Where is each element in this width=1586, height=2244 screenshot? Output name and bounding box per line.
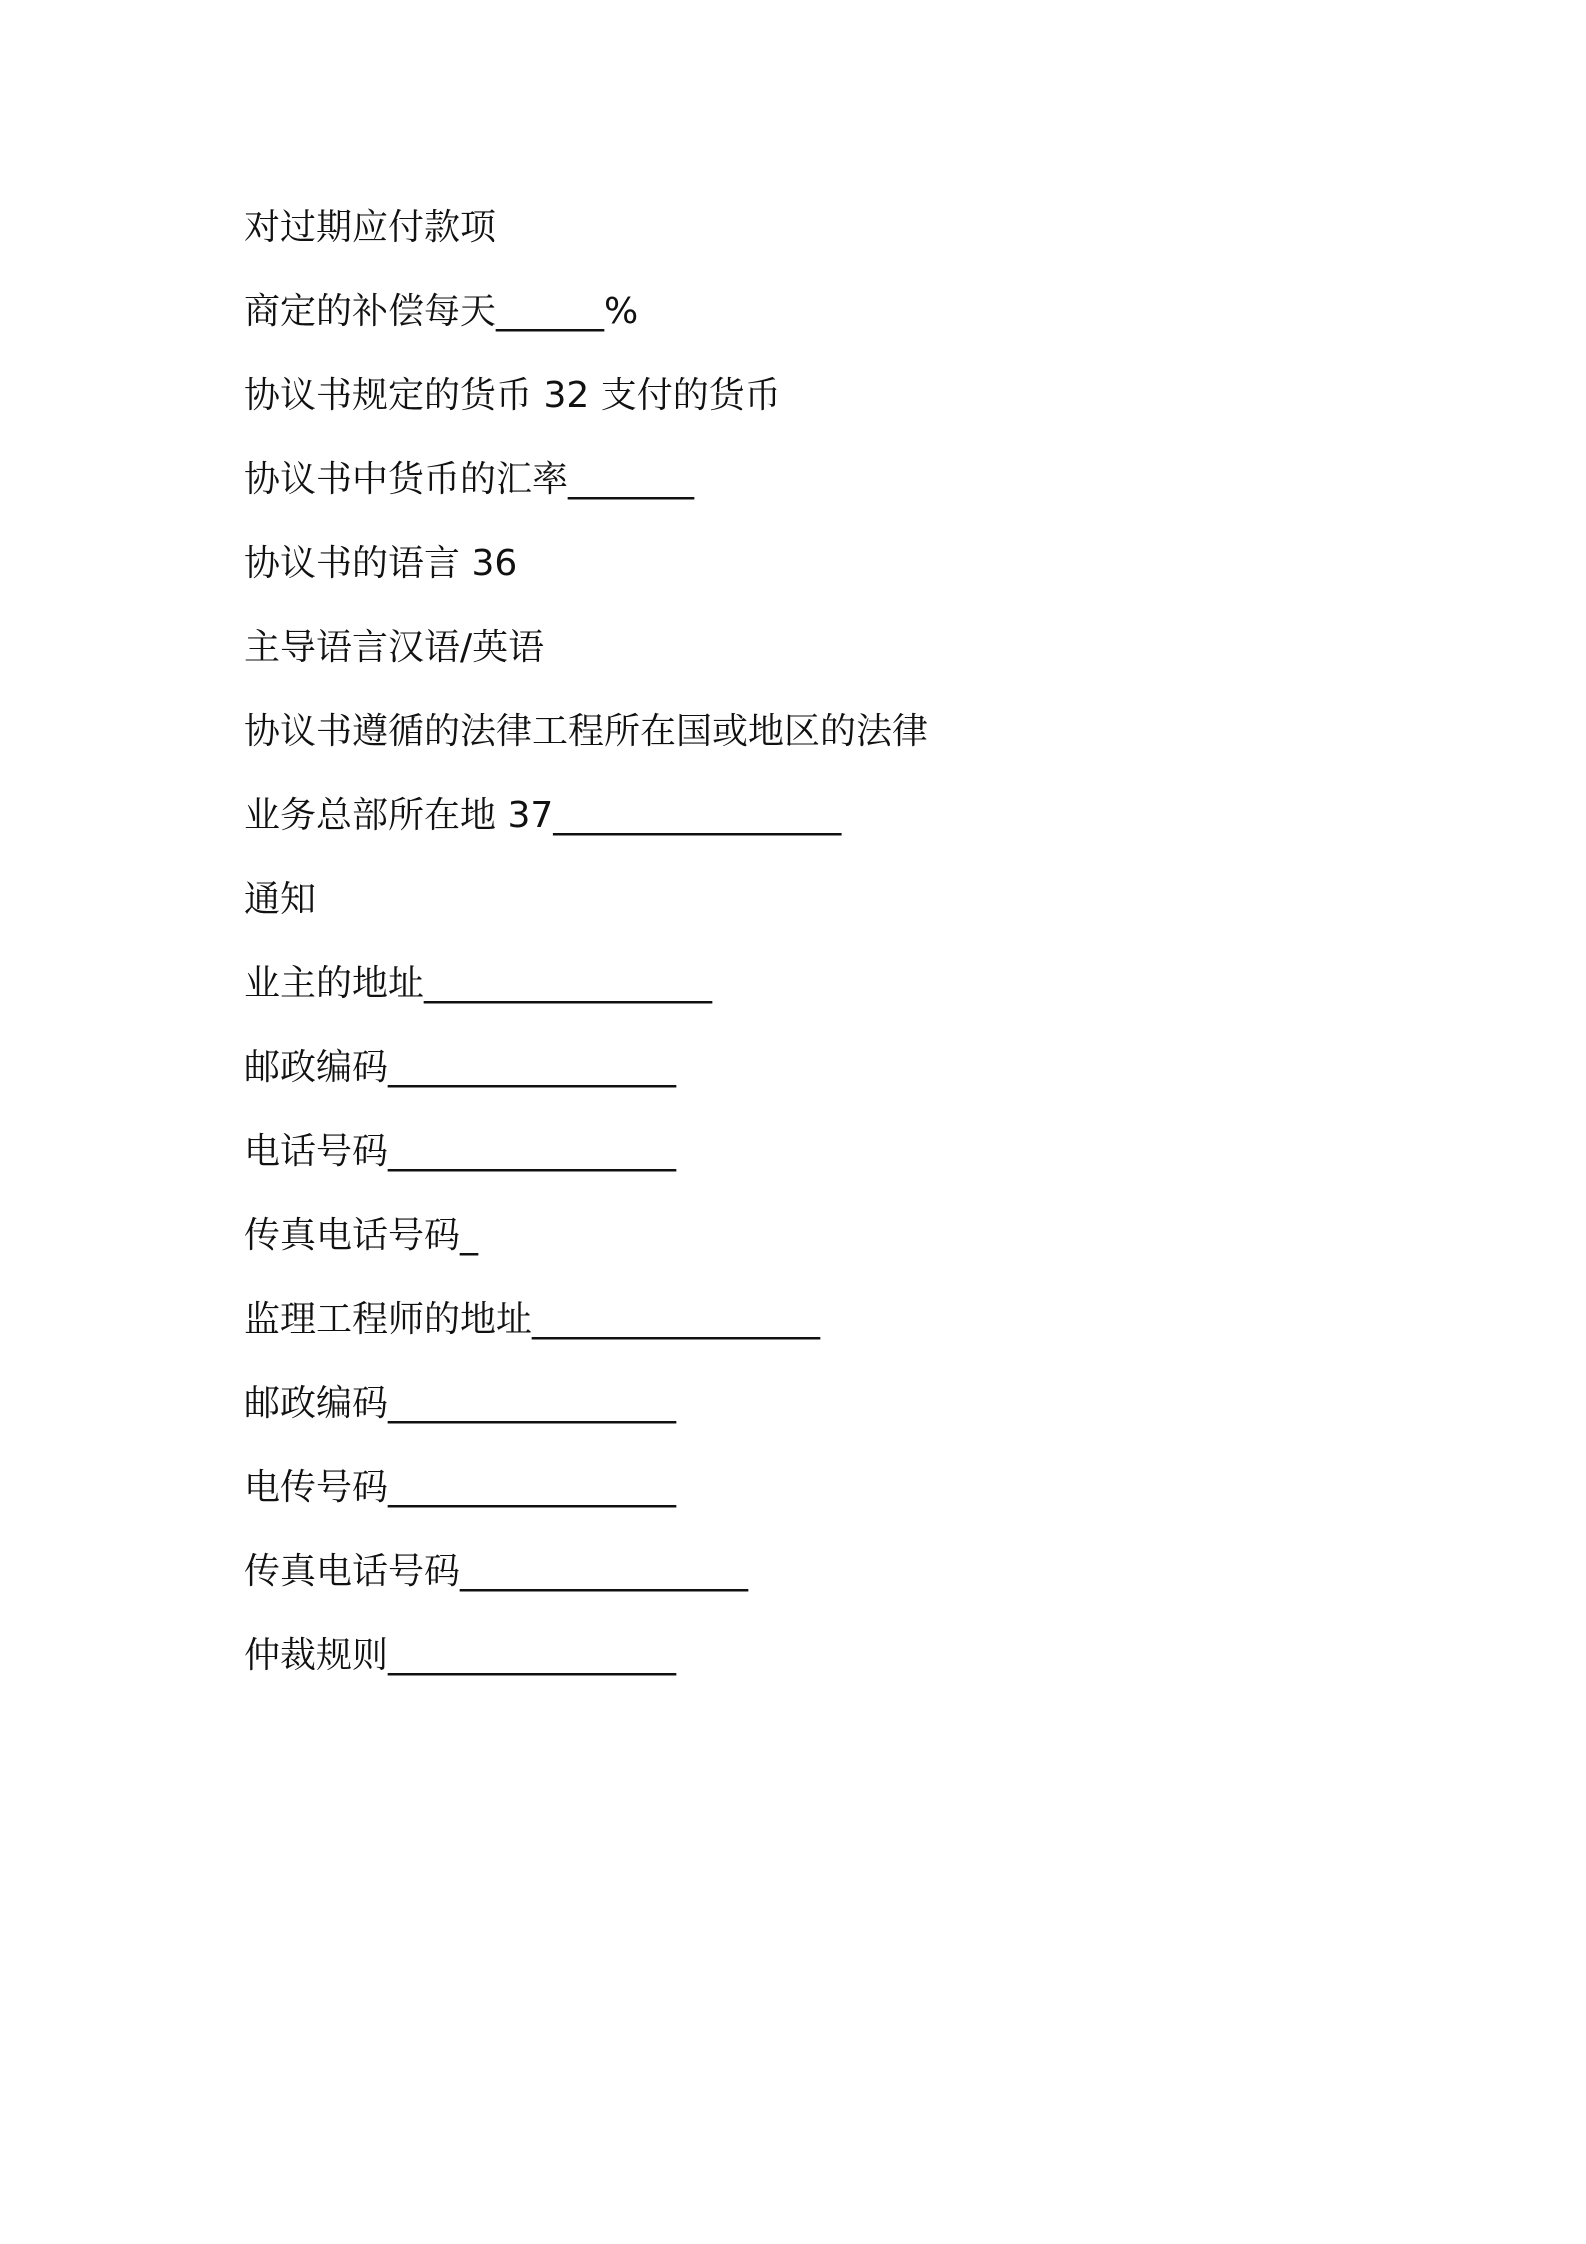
headquarters-location-line: 业务总部所在地 37________________ <box>244 795 842 836</box>
arbitration-rules-line: 仲裁规则________________ <box>244 1635 677 1676</box>
owner-postal-code-line: 邮政编码________________ <box>244 1047 677 1088</box>
payment-currency-line: 协议书规定的货币 32 支付的货币 <box>244 375 781 416</box>
engineer-postal-code-line: 邮政编码________________ <box>244 1383 677 1424</box>
exchange-rate-line: 协议书中货币的汇率_______ <box>244 459 695 500</box>
engineer-fax-line: 传真电话号码________________ <box>244 1551 749 1592</box>
engineer-address-line: 监理工程师的地址________________ <box>244 1299 821 1340</box>
agreement-language-line: 协议书的语言 36 <box>244 543 518 584</box>
overdue-payment-heading: 对过期应付款项 <box>244 207 497 248</box>
owner-address-line: 业主的地址________________ <box>244 963 713 1004</box>
ruling-language-line: 主导语言汉语/英语 <box>244 627 545 668</box>
engineer-telex-line: 电传号码________________ <box>244 1467 677 1508</box>
form-lines <box>244 200 1394 1712</box>
owner-phone-line: 电话号码________________ <box>244 1131 677 1172</box>
owner-fax-line: 传真电话号码_ <box>244 1215 479 1256</box>
governing-law-line: 协议书遵循的法律工程所在国或地区的法律 <box>244 711 929 752</box>
daily-compensation-line: 商定的补偿每天______% <box>244 291 639 332</box>
notice-heading: 通知 <box>244 879 317 920</box>
